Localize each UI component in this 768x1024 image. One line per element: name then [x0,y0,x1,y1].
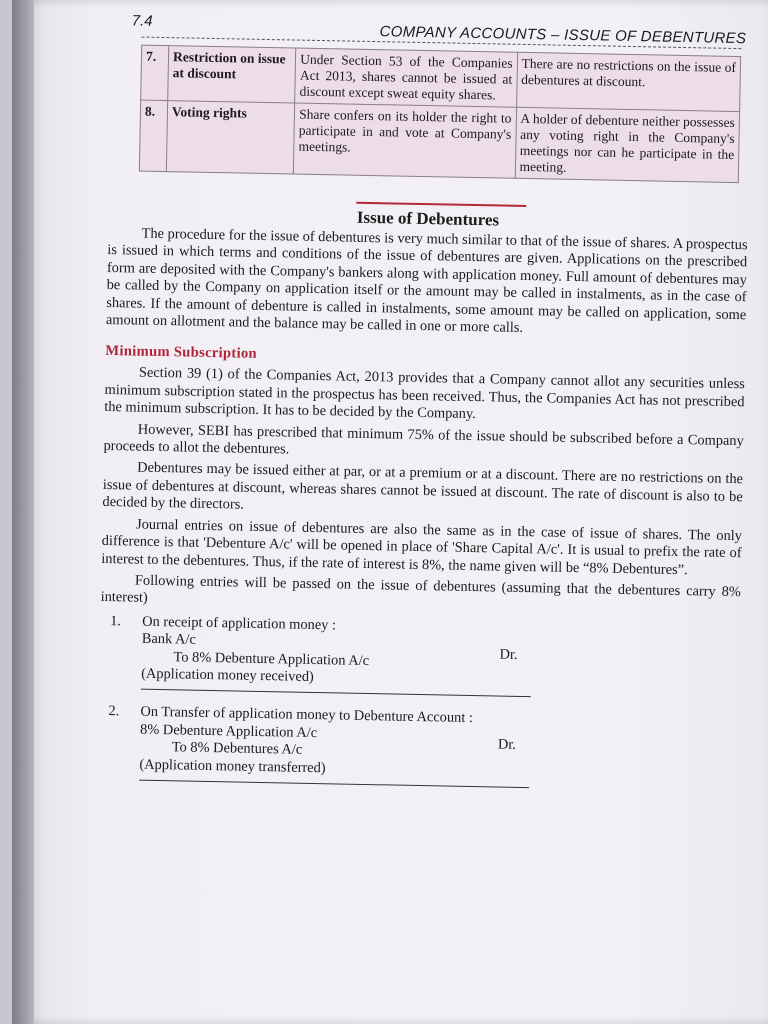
entry-narration: (Application money transferred) [139,756,326,776]
entry-credit: To 8% Debenture Application A/c [173,648,370,669]
entry-dr: Dr. [497,736,517,754]
entry-narration: (Application money received) [141,665,314,685]
row-shares: Under Section 53 of the Companies Act 2013, shares cannot be issued at discount except sweat equity shares. [295,48,517,107]
entry-rule [139,780,529,788]
running-head: COMPANY ACCOUNTS – ISSUE OF DEBENTURES [379,23,747,48]
table-row [139,100,739,182]
intro-paragraph: The procedure for the issue of debentures is very much similar to that of the issue of shares. A prospectus is issued in which terms and conditions of the issue of debentures are given. Applications on the prescribed form are deposited with the Company's bankers along with application money. Full amount of debentures may be called by the Company on application itself or the amount may be called in instalments, as in the case of shares. If the amount of debenture is called in instalments, some amount may be called on application, some amount on allotment and the balance may be called in one or more calls. [105,225,748,336]
page-content [97,6,752,792]
body-paragraph: Following entries will be passed on the issue of debentures (assuming that the debentures carry 8% interest) [100,572,742,607]
body-paragraph: However, SEBI has prescribed that minimum 75% of the issue should be subscribed before a Company proceeds to allot the debentures. [103,421,744,458]
entry-rule [141,689,531,697]
book-page [12,0,768,1024]
section-title: Issue of Debentures [356,207,500,230]
row-debentures: A holder of debenture neither possesses any voting right in the Company's meetings nor can he participate in the meeting. [515,107,740,182]
page-header [111,6,751,48]
entry-debit: 8% Debenture Application A/c [139,721,318,741]
entry-title: On Transfer of application money to Debenture Account : [140,704,474,727]
book-gutter [12,0,34,1024]
section-rule [356,202,526,207]
journal-entry [99,613,740,702]
entry-number: 2. [108,703,120,720]
entry-title: On receipt of application money : [142,613,337,634]
comparison-table [139,45,741,183]
entry-credit: To 8% Debentures A/c [171,739,303,758]
row-feature: Restriction on issue at discount [168,46,296,103]
entry-dr: Dr. [499,646,518,663]
row-debentures: There are no restrictions on the issue of debentures at discount. [516,52,740,111]
entry-debit: Bank A/c [141,630,196,648]
journal-entry [97,703,738,792]
row-feature: Voting rights [166,101,295,174]
body-paragraph: Journal entries on issue of debentures are also the same as in the case of issue of shares. The only difference is that 'Debenture A/c' will be opened in place of 'Share Capital A/c'. It is usual to prefix the rate of interest to the debentures. Thus, if the rate of interest is 8%, the name given will be “8% Debentures”. [101,516,743,578]
row-number: 7. [141,45,169,101]
page-number: 7.4 [131,12,153,30]
row-shares: Share confers on its holder the right to participate in and vote at Company's meetings. [294,103,517,178]
entry-number: 1. [110,612,122,630]
subheading: Minimum Subscription [105,343,258,363]
row-number: 8. [139,100,167,172]
body-paragraph: Debentures may be issued either at par, or at a premium or at a discount. There are no restrictions on the issue of debentures at discount, whereas shares cannot be issued at discount. The rate of discount is also to be decided by the directors. [102,460,744,513]
body-paragraph: Section 39 (1) of the Companies Act, 2013 provides that a Company cannot allot any securities unless minimum subscription stated in the prospectus has been received. Thus, the Companies Act has not prescribed the minimum subscription. It has to be decided by the Company. [104,365,746,423]
